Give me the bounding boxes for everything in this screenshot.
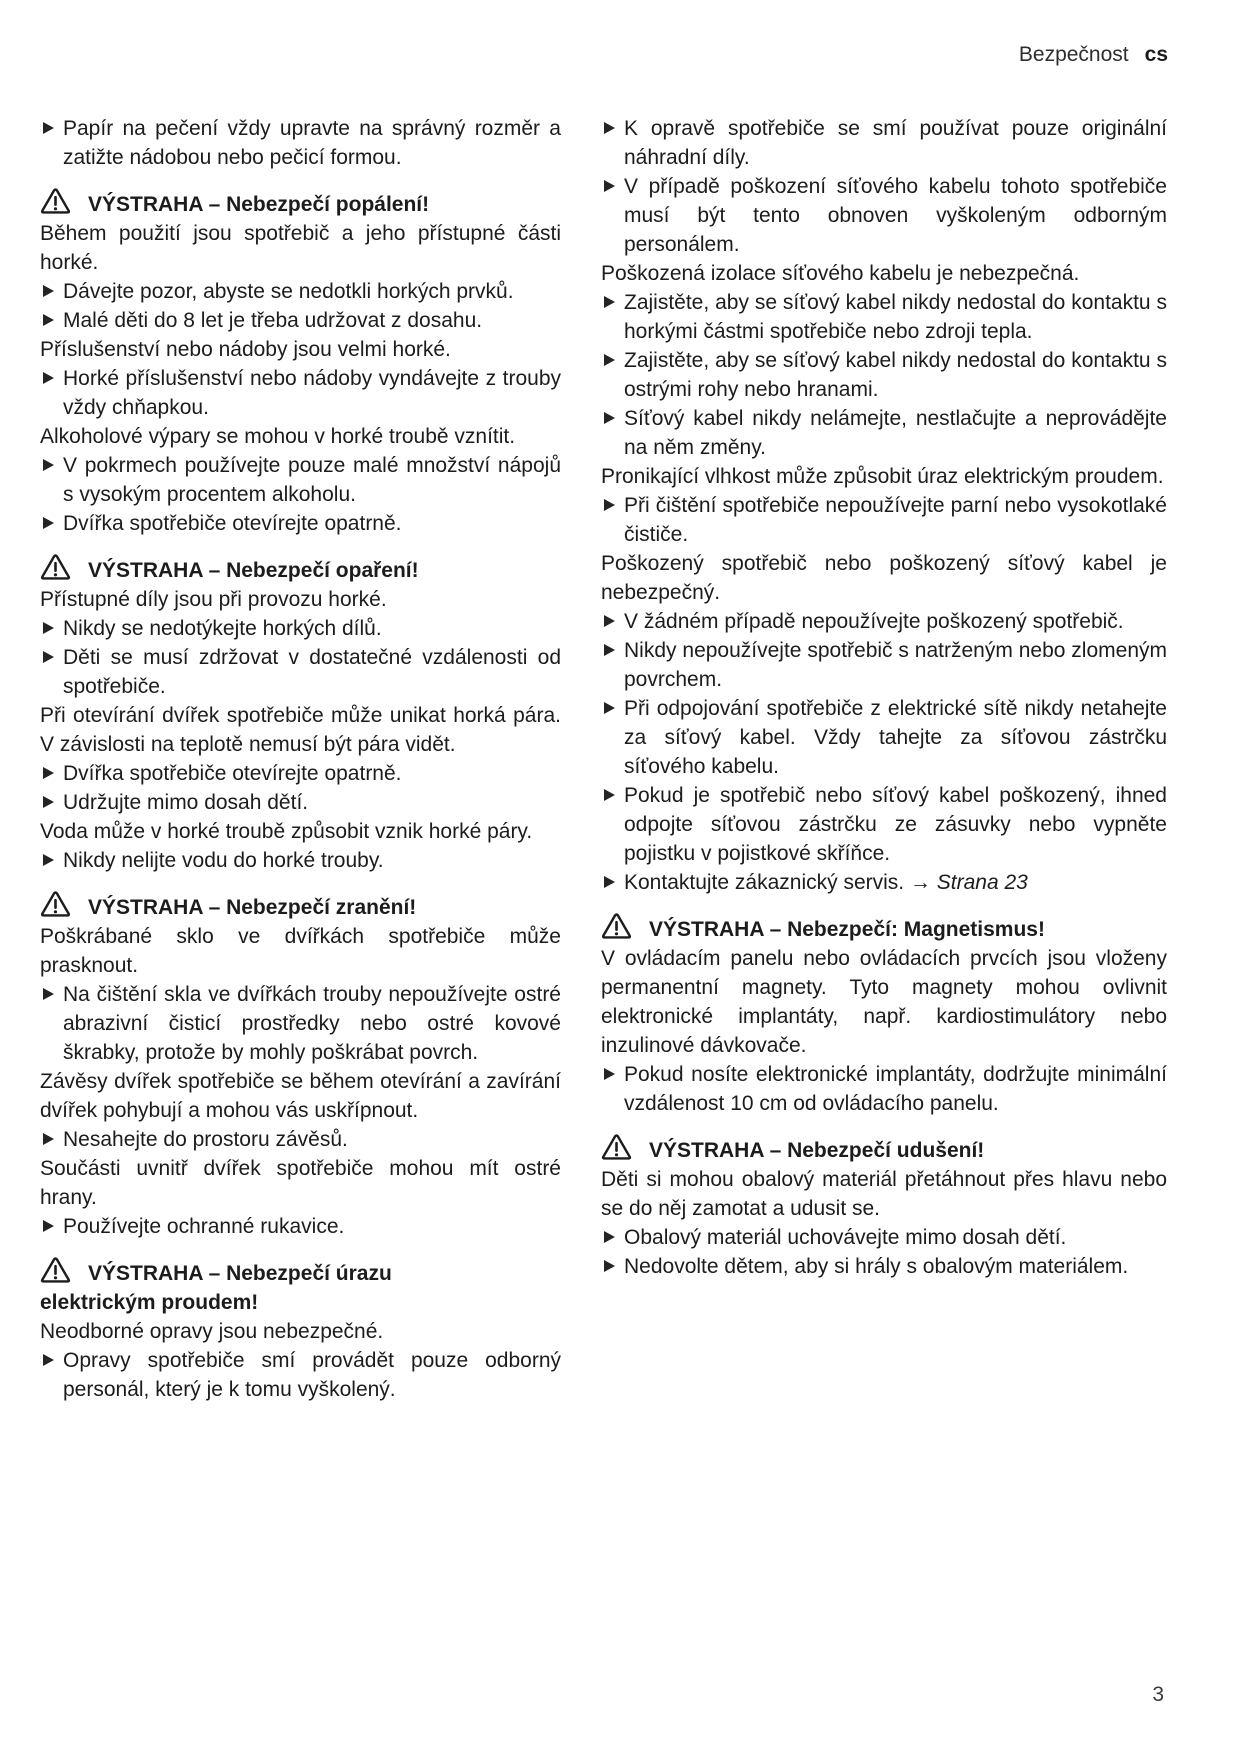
bullet-item	[40, 980, 561, 1067]
triangle-bullet-icon	[604, 499, 615, 511]
bullet-text: Zajistěte, aby se síťový kabel nikdy nedostal do kontaktu s ostrými rohy nebo hranami.	[624, 349, 1167, 401]
left-column	[40, 114, 561, 1404]
bullet-text: V případě poškození síťového kabelu tohoto spotřebiče musí být tento obnoven vyškoleným odborným personálem.	[624, 175, 1167, 256]
triangle-bullet-icon	[604, 644, 615, 656]
paragraph: Při otevírání dvířek spotřebiče může unikat horká pára. V závislosti na teplotě nemusí být pára vidět.	[40, 704, 561, 756]
bullet-item	[601, 404, 1167, 462]
bullet-text: Nesahejte do prostoru závěsů.	[63, 1128, 348, 1151]
warning-triangle-icon	[601, 1134, 632, 1161]
triangle-bullet-icon	[604, 1260, 615, 1272]
triangle-bullet-icon	[604, 354, 615, 366]
triangle-bullet-icon	[604, 789, 615, 801]
triangle-bullet-icon	[43, 517, 54, 529]
bullet-text: Horké příslušenství nebo nádoby vyndávejte z trouby vždy chňapkou.	[63, 367, 561, 419]
triangle-bullet-icon	[604, 296, 615, 308]
triangle-bullet-icon	[604, 876, 615, 888]
bullet-text: Při čištění spotřebiče nepoužívejte parní nebo vysokotlaké čističe.	[624, 494, 1167, 546]
bullet-text: Dávejte pozor, abyste se nedotkli horkých prvků.	[63, 280, 514, 303]
bullet-item	[40, 277, 561, 306]
paragraph: V ovládacím panelu nebo ovládacích prvcích jsou vloženy permanentní magnety. Tyto magnety mohou ovlivnit elektronické implantáty, např. kardiostimulátory nebo inzulinové dávkovače.	[601, 947, 1167, 1057]
bullet-text: Používejte ochranné rukavice.	[63, 1215, 345, 1238]
paragraph: Závěsy dvířek spotřebiče se během otevírání a zavírání dvířek pohybují a mohou vás uskřípnout.	[40, 1070, 561, 1122]
bullet-item	[40, 509, 561, 538]
bullet-item	[40, 788, 561, 817]
bullet-text: Nikdy se nedotýkejte horkých dílů.	[63, 617, 382, 640]
bullet-item	[40, 1212, 561, 1241]
bullet-text: Pokud nosíte elektronické implantáty, dodržujte minimální vzdálenost 10 cm od ovládacího panelu.	[624, 1063, 1167, 1115]
triangle-bullet-icon	[43, 988, 54, 1000]
paragraph: Součásti uvnitř dvířek spotřebiče mohou mít ostré hrany.	[40, 1157, 561, 1209]
triangle-bullet-icon	[43, 1220, 54, 1232]
paragraph: Poškozená izolace síťového kabelu je nebezpečná.	[601, 262, 1080, 285]
triangle-bullet-icon	[604, 180, 615, 192]
bullet-item	[601, 172, 1167, 259]
warning-triangle-icon	[40, 1257, 71, 1284]
warning-heading	[40, 188, 561, 219]
language-code: cs	[1144, 43, 1168, 66]
warning-heading-text: VÝSTRAHA – Nebezpečí: Magnetismus!	[649, 918, 1045, 941]
bullet-text: Udržujte mimo dosah dětí.	[63, 791, 309, 814]
bullet-text: Na čištění skla ve dvířkách trouby nepoužívejte ostré abrazivní čisticí prostředky nebo ostré kovové škrabky, protože by mohly poškrábat povrch.	[63, 983, 561, 1064]
bullet-text: Nikdy nepoužívejte spotřebič s natrženým nebo zlomeným povrchem.	[624, 639, 1167, 691]
bullet-item	[601, 346, 1167, 404]
bullet-item	[40, 114, 561, 172]
bullet-text: V pokrmech používejte pouze malé množství nápojů s vysokým procentem alkoholu.	[63, 454, 561, 506]
bullet-item	[601, 1060, 1167, 1118]
warning-triangle-icon	[40, 188, 71, 215]
warning-triangle-icon	[601, 913, 632, 940]
triangle-bullet-icon	[604, 122, 615, 134]
bullet-item	[40, 364, 561, 422]
bullet-item	[601, 868, 1167, 897]
bullet-text: K opravě spotřebiče se smí používat pouze originální náhradní díly.	[624, 117, 1167, 169]
bullet-text: Opravy spotřebiče smí provádět pouze odborný personál, který je k tomu vyškolený.	[63, 1349, 561, 1401]
right-column	[601, 114, 1167, 1281]
bullet-item	[40, 306, 561, 335]
bullet-text: Obalový materiál uchovávejte mimo dosah dětí.	[624, 1226, 1067, 1249]
bullet-item	[40, 759, 561, 788]
bullet-item	[40, 1346, 561, 1404]
bullet-item	[601, 607, 1167, 636]
bullet-text: Kontaktujte zákaznický servis. → Strana 23	[624, 871, 1028, 894]
page-number: 3	[1152, 1683, 1164, 1706]
bullet-text: Síťový kabel nikdy nelámejte, nestlačujte a neprovádějte na něm změny.	[624, 407, 1167, 459]
page-header	[1019, 40, 1168, 69]
triangle-bullet-icon	[604, 702, 615, 714]
bullet-text: Papír na pečení vždy upravte na správný rozměr a zatižte nádobou nebo pečicí formou.	[63, 117, 561, 169]
bullet-text: Dvířka spotřebiče otevírejte opatrně.	[63, 762, 402, 785]
warning-heading-text: VÝSTRAHA – Nebezpečí opaření!	[88, 559, 419, 582]
paragraph: Neodborné opravy jsou nebezpečné.	[40, 1320, 384, 1343]
bullet-text: V žádném případě nepoužívejte poškozený spotřebič.	[624, 610, 1124, 633]
bullet-text: Malé děti do 8 let je třeba udržovat z dosahu.	[63, 309, 483, 332]
bullet-item	[40, 614, 561, 643]
warning-heading-text: VÝSTRAHA – Nebezpečí úrazu elektrickým proudem!	[40, 1262, 392, 1314]
paragraph: Děti si mohou obalový materiál přetáhnout přes hlavu nebo se do něj zamotat a udusit se.	[601, 1168, 1167, 1220]
triangle-bullet-icon	[604, 1068, 615, 1080]
triangle-bullet-icon	[604, 1231, 615, 1243]
triangle-bullet-icon	[43, 1354, 54, 1366]
bullet-item	[601, 114, 1167, 172]
bullet-text: Při odpojování spotřebiče z elektrické sítě nikdy netahejte za síťový kabel. Vždy tahejte za síťovou zástrčku síťového kabelu.	[624, 697, 1167, 778]
paragraph: Přístupné díly jsou při provozu horké.	[40, 588, 387, 611]
warning-heading	[40, 1257, 561, 1317]
bullet-item	[601, 636, 1167, 694]
warning-heading	[601, 1134, 1167, 1165]
bullet-item	[601, 1223, 1167, 1252]
bullet-text: Děti se musí zdržovat v dostatečné vzdálenosti od spotřebiče.	[63, 646, 561, 698]
triangle-bullet-icon	[43, 767, 54, 779]
paragraph: Poškozený spotřebič nebo poškozený síťový kabel je nebezpečný.	[601, 552, 1167, 604]
bullet-text: Pokud je spotřebič nebo síťový kabel poškozený, ihned odpojte síťovou zástrčku ze zásuvky nebo vypněte pojistku v pojistkové skříňce.	[624, 784, 1167, 865]
triangle-bullet-icon	[43, 459, 54, 471]
paragraph: Příslušenství nebo nádoby jsou velmi horké.	[40, 338, 451, 361]
triangle-bullet-icon	[43, 285, 54, 297]
paragraph: Během použití jsou spotřebič a jeho přístupné části horké.	[40, 222, 561, 274]
warning-triangle-icon	[40, 554, 71, 581]
triangle-bullet-icon	[43, 314, 54, 326]
bullet-item	[40, 1125, 561, 1154]
warning-heading-text: VÝSTRAHA – Nebezpečí udušení!	[649, 1139, 985, 1162]
bullet-item	[601, 288, 1167, 346]
warning-heading-text: VÝSTRAHA – Nebezpečí zranění!	[88, 896, 417, 919]
bullet-item	[40, 451, 561, 509]
bullet-item	[601, 694, 1167, 781]
triangle-bullet-icon	[43, 651, 54, 663]
triangle-bullet-icon	[604, 615, 615, 627]
paragraph: Poškrábané sklo ve dvířkách spotřebiče může prasknout.	[40, 925, 561, 977]
bullet-item	[40, 846, 561, 875]
paragraph: Pronikající vlhkost může způsobit úraz elektrickým proudem.	[601, 465, 1164, 488]
triangle-bullet-icon	[43, 1133, 54, 1145]
bullet-item	[601, 1252, 1167, 1281]
bullet-text: Dvířka spotřebiče otevírejte opatrně.	[63, 512, 402, 535]
bullet-text: Nedovolte dětem, aby si hrály s obalovým materiálem.	[624, 1255, 1129, 1278]
triangle-bullet-icon	[43, 854, 54, 866]
triangle-bullet-icon	[43, 122, 54, 134]
warning-heading-text: VÝSTRAHA – Nebezpečí popálení!	[88, 193, 430, 216]
bullet-item	[40, 643, 561, 701]
warning-heading	[40, 554, 561, 585]
triangle-bullet-icon	[43, 372, 54, 384]
warning-heading	[601, 913, 1167, 944]
paragraph: Voda může v horké troubě způsobit vznik horké páry.	[40, 820, 533, 843]
warning-triangle-icon	[40, 891, 71, 918]
page-reference: → Strana 23	[904, 871, 1028, 894]
warning-heading	[40, 891, 561, 922]
bullet-item	[601, 781, 1167, 868]
triangle-bullet-icon	[43, 622, 54, 634]
bullet-item	[601, 491, 1167, 549]
triangle-bullet-icon	[604, 412, 615, 424]
section-title: Bezpečnost	[1018, 43, 1129, 66]
paragraph: Alkoholové výpary se mohou v horké troubě vznítit.	[40, 425, 516, 448]
triangle-bullet-icon	[43, 796, 54, 808]
bullet-text: Zajistěte, aby se síťový kabel nikdy nedostal do kontaktu s horkými částmi spotřebiče nebo zdroji tepla.	[624, 291, 1167, 343]
bullet-text: Nikdy nelijte vodu do horké trouby.	[63, 849, 384, 872]
